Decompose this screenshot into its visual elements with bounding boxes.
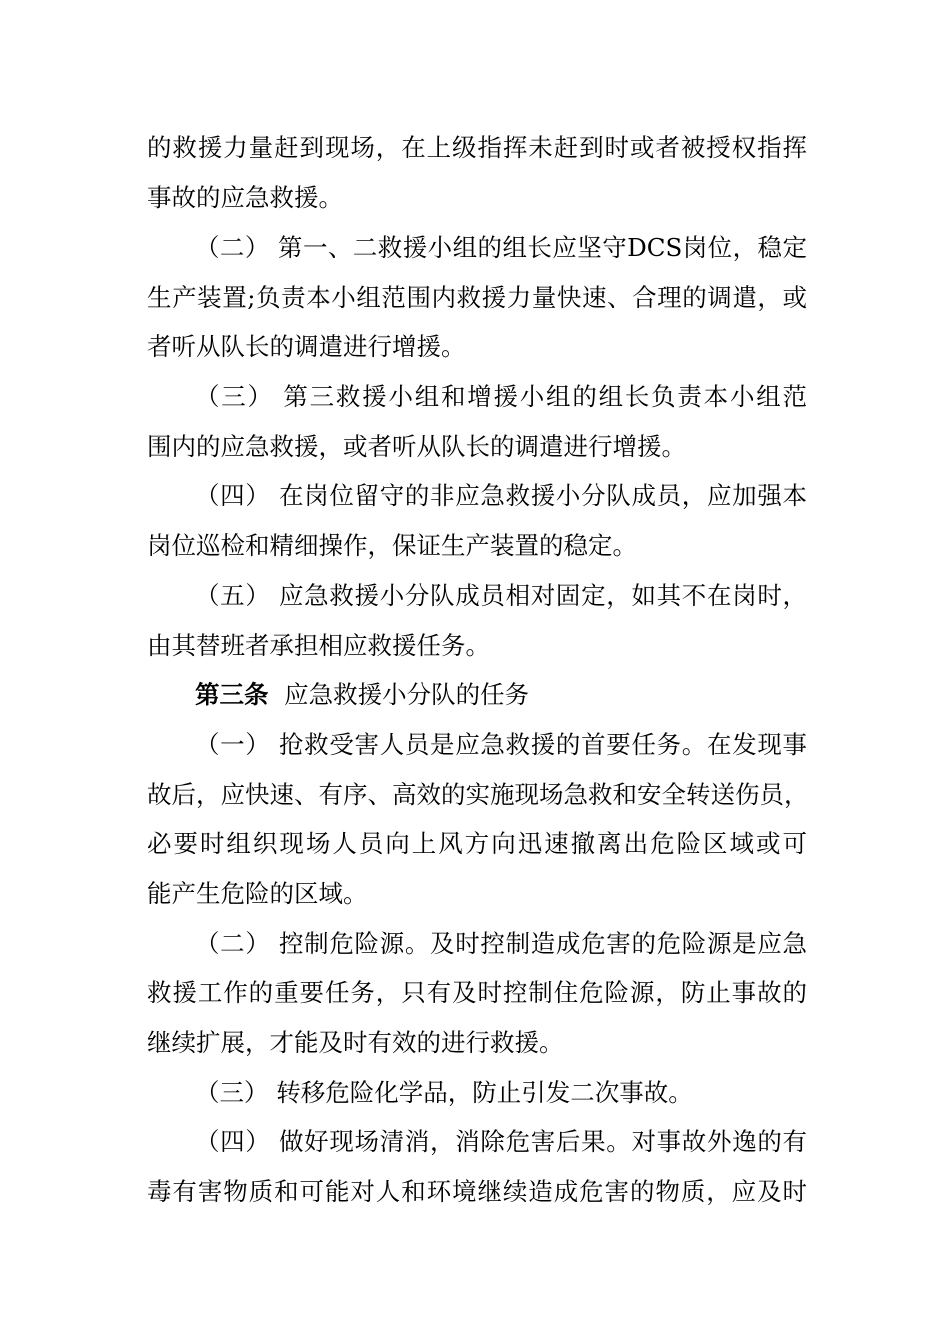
list-item-line: （五） 应急救援小分队成员相对固定，如其不在岗时， <box>195 581 807 610</box>
list-item-line: （一） 抢救受害人员是应急救援的首要任务。在发现事 <box>195 730 807 759</box>
paragraph-line: 继续扩展，才能及时有效的进行救援。 <box>147 1028 564 1057</box>
list-item-line: （三） 第三救援小组和增援小组的组长负责本小组范 <box>195 382 807 411</box>
paragraph-line: 必要时组织现场人员向上风方向迅速撤离出危险区域或可 <box>147 829 807 858</box>
paragraph-line: 生产装置;负责本小组范围内救援力量快速、合理的调遣，或 <box>147 283 807 312</box>
paragraph-line: 由其替班者承担相应救援任务。 <box>147 631 490 660</box>
paragraph-line: 者听从队长的调遣进行增援。 <box>147 332 466 361</box>
paragraph-line: 能产生危险的区域。 <box>147 879 368 908</box>
article-heading-line <box>195 679 807 711</box>
list-item-line: （二） 第一、二救援小组的组长应坚守DCS岗位，稳定 <box>195 233 807 262</box>
article-number: 第三条 <box>195 680 269 709</box>
list-item-line: （二） 控制危险源。及时控制造成危害的危险源是应急 <box>195 929 807 958</box>
paragraph-line: 故后，应快速、有序、高效的实施现场急救和安全转送伤员， <box>147 780 809 809</box>
article-title: 应急救援小分队的任务 <box>284 680 530 709</box>
paragraph-line: 毒有害物质和可能对人和环境继续造成危害的物质，应及时 <box>147 1177 807 1206</box>
paragraph-line: 围内的应急救援，或者听从队长的调遣进行增援。 <box>147 432 686 461</box>
paragraph-line: 事故的应急救援。 <box>147 183 343 212</box>
list-item-line: （三） 转移危险化学品，防止引发二次事故。 <box>195 1078 693 1107</box>
paragraph-line: 岗位巡检和精细操作，保证生产装置的稳定。 <box>147 531 637 560</box>
paragraph-line: 的救援力量赶到现场，在上级指挥未赶到时或者被授权指挥 <box>147 133 807 162</box>
list-item-line: （四） 做好现场清消，消除危害后果。对事故外逸的有 <box>195 1127 807 1156</box>
paragraph-line: 救援工作的重要任务，只有及时控制住危险源，防止事故的 <box>147 978 807 1007</box>
list-item-line: （四） 在岗位留守的非应急救援小分队成员，应加强本 <box>195 481 807 510</box>
